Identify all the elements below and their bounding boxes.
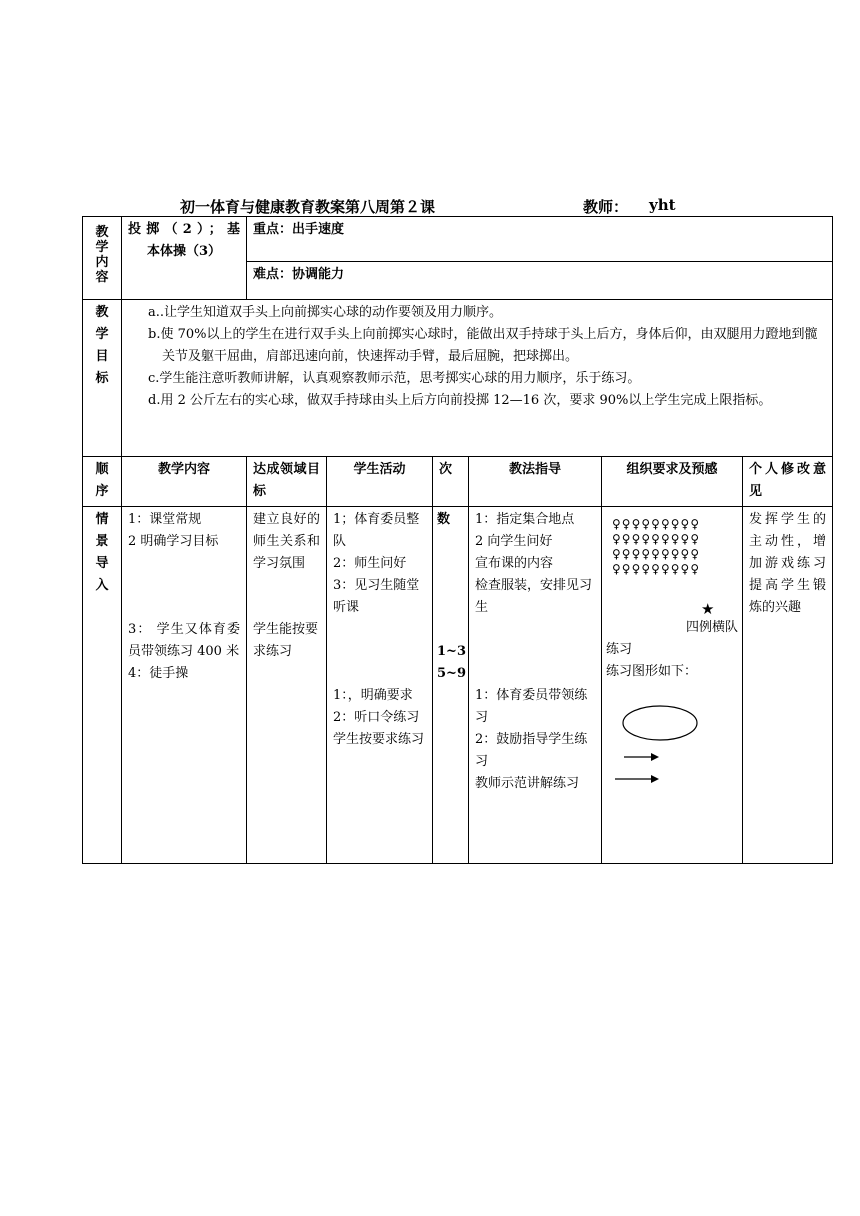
goals-label-cell (83, 300, 122, 457)
key-point: 重点：出手速度 (247, 217, 833, 262)
lesson-title: 初一体育与健康教育教案第八周第２课 (180, 198, 436, 216)
row-note: 发挥学生的主动性，增加游戏练习提高学生锻炼的兴趣 (743, 507, 833, 864)
goal-c: c.学生能注意听教师讲解，认真观察教师示范，思考掷实心球的用力顺序，乐于练习。 (148, 371, 641, 386)
col-note: 个人修改意见 (743, 457, 833, 507)
col-times: 次 (433, 457, 469, 507)
arrow-icon-1 (624, 753, 659, 761)
col-target: 达成领域目标 (247, 457, 327, 507)
content-row-1 (83, 217, 833, 262)
topic-line-2: 本体操（3） (146, 244, 222, 259)
goal-b: b.使 70%以上的学生在进行双手头上向前掷实心球时，能做出双手持球于头上后方，身体后仰，由双腿用力蹬地到髋关节及躯干屈曲，肩部迅速向前，快速挥动手臂，最后屈腕，把球掷出。 (148, 327, 818, 364)
row-target: 建立良好的师生关系和学习氛围 学生能按要求练习 (247, 507, 327, 864)
difficulty: 难点：协调能力 (247, 262, 833, 300)
practice-diagram (606, 509, 739, 854)
row-order: 情景导入 (83, 507, 122, 864)
col-content: 教学内容 (122, 457, 247, 507)
lesson-row (83, 507, 833, 864)
goals-cell (122, 300, 833, 457)
column-header-row (83, 457, 833, 507)
row-org (602, 507, 743, 864)
col-order: 顺序 (83, 457, 122, 507)
col-org: 组织要求及预感 (602, 457, 743, 507)
row-content: 1：课堂常规 2 明确学习目标 3： 学生又体育委员带领练习 400 米 4：徒手操 (122, 507, 247, 864)
content-label: 教学内容 (95, 225, 109, 285)
goal-d: d.用 2 公斤左右的实心球，做双手持球由头上后方向前投掷 12—16 次，要求 90%以上学生完成上限指标。 (148, 393, 772, 408)
row-method: 1：指定集合地点 2 向学生问好 宣布课的内容 检查服装，安排见习生 1：体育委员带领练习 2：鼓励指导学生练习 教师示范讲解练习 (469, 507, 602, 864)
teacher-name: yht (649, 196, 676, 214)
teacher-star-icon: ★ (701, 600, 715, 618)
goal-a: a..让学生知道双手头上向前掷实心球的动作要领及用力顺序。 (148, 305, 503, 320)
teacher-label: 教师： (583, 198, 629, 216)
row-activity: 1；体育委员整队 2：师生问好 3：见习生随堂听课 1：，明确要求 2：听口令练习 学生按要求练习 (327, 507, 433, 864)
col-activity: 学生活动 (327, 457, 433, 507)
track-ellipse-icon (623, 706, 697, 740)
goals-label: 教学目标 (95, 305, 109, 386)
goals-row (83, 300, 833, 457)
col-method: 教法指导 (469, 457, 602, 507)
content-label-cell (83, 217, 122, 300)
row-times: 数 1~3 5~9 (433, 507, 469, 864)
lesson-plan-table (82, 216, 833, 864)
arrow-icon-2 (615, 775, 659, 783)
topic-cell (122, 217, 247, 300)
topic-line-1: 投掷（2）；基 (128, 222, 240, 237)
formation-figure (606, 509, 738, 854)
students-formation: ♀♀♀♀♀♀♀♀♀ ♀♀♀♀♀♀♀♀♀ ♀♀♀♀♀♀♀♀♀ ♀♀♀♀♀♀♀♀♀ (612, 517, 701, 576)
formation-text: 四例横队 练习 练习图形如下： (606, 620, 738, 679)
